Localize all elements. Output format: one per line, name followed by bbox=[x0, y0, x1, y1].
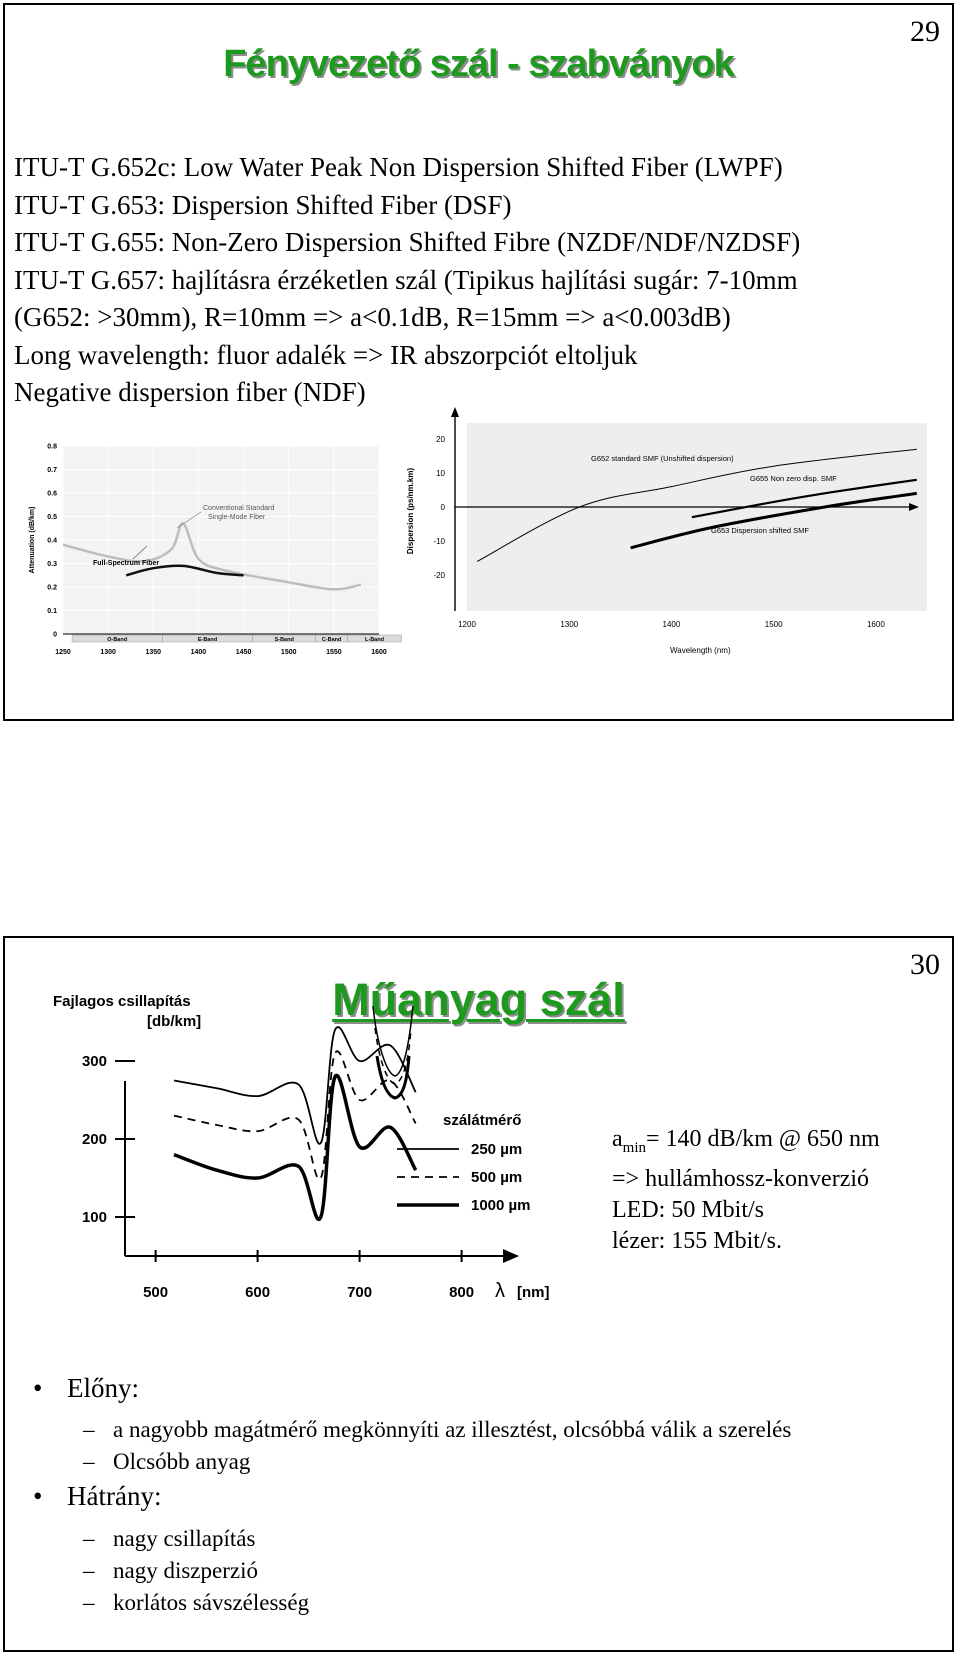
x-tick-label: 1550 bbox=[326, 649, 342, 656]
y-axis-label: Dispersion (ps/nm.km) bbox=[406, 467, 415, 555]
y-tick-label: 200 bbox=[81, 1131, 107, 1148]
standard-line: (G652: >30mm), R=10mm => a<0.1dB, R=15mm => a<0.003dB) bbox=[14, 302, 731, 332]
dispersion-chart bbox=[405, 403, 935, 695]
y-tick-label: 300 bbox=[81, 1053, 107, 1070]
standard-line: Negative dispersion fiber (NDF) bbox=[14, 377, 366, 407]
slide-title: Fényvezető szál - szabványok bbox=[223, 43, 734, 85]
x-tick-label: 1250 bbox=[55, 649, 71, 656]
slide-29 bbox=[3, 3, 954, 721]
dash: – bbox=[83, 1590, 95, 1615]
annotation-full-spectrum: Full-Spectrum Fiber bbox=[93, 560, 160, 567]
y-tick-label: 0.2 bbox=[47, 584, 57, 592]
series-line-1000um bbox=[174, 1075, 416, 1219]
x-axis-unit: [nm] bbox=[517, 1284, 550, 1301]
legend-label: 1000 µm bbox=[471, 1197, 531, 1214]
dash: – bbox=[83, 1417, 95, 1442]
advantage-label: Előny: bbox=[67, 1373, 139, 1403]
standard-line: ITU-T G.652c: Low Water Peak Non Dispersion Shifted Fiber (LWPF) bbox=[14, 152, 783, 182]
y-axis-unit: [db/km] bbox=[147, 1013, 202, 1030]
series-label-g652: G652 standard SMF (Unshifted dispersion) bbox=[591, 454, 734, 463]
x-tick-label: 1450 bbox=[235, 649, 252, 656]
y-tick-label: 100 bbox=[81, 1209, 107, 1226]
x-tick-label: 600 bbox=[245, 1284, 271, 1301]
info-line: lézer: 155 Mbit/s. bbox=[612, 1227, 782, 1254]
y-tick-label: -10 bbox=[433, 537, 445, 546]
plastic-fiber-attenuation-chart bbox=[35, 986, 595, 1316]
disadvantage-item bbox=[83, 1558, 258, 1584]
disadvantage-text: korlátos sávszélesség bbox=[113, 1590, 310, 1615]
y-tick-label: 0.1 bbox=[47, 608, 57, 615]
x-tick-label: 1300 bbox=[100, 649, 116, 656]
slide-number: 30 bbox=[910, 948, 940, 981]
x-axis-arrow bbox=[503, 1249, 519, 1263]
bullet: • bbox=[33, 1481, 43, 1511]
disadvantage-label: Hátrány: bbox=[67, 1481, 162, 1511]
y-tick-label: 0.3 bbox=[47, 561, 57, 568]
disadvantage-item bbox=[83, 1526, 255, 1552]
attenuation-chart bbox=[25, 440, 385, 660]
plastic-fiber-info bbox=[612, 1124, 880, 1257]
slide-title: Műanyag szál bbox=[332, 974, 625, 1025]
x-tick-label: 500 bbox=[143, 1284, 169, 1301]
annotation-conventional-2: Single-Mode Fiber bbox=[208, 514, 266, 521]
x-tick-label: 1500 bbox=[280, 649, 297, 656]
advantage-text: Olcsóbb anyag bbox=[113, 1449, 251, 1474]
amin-line bbox=[612, 1124, 880, 1164]
y-axis-label: Attenuation (dB/km) bbox=[29, 506, 36, 574]
y-tick-label: 0.4 bbox=[47, 537, 57, 545]
info-line: LED: 50 Mbit/s bbox=[612, 1196, 765, 1223]
standard-line: Long wavelength: fluor adalék => IR abszorpciót eltoljuk bbox=[14, 339, 638, 370]
amin-subscript: min bbox=[622, 1139, 646, 1156]
band-label: L-Band bbox=[365, 637, 384, 643]
disadvantage-heading bbox=[33, 1481, 161, 1512]
y-axis-label: Fajlagos csillapítás bbox=[53, 993, 191, 1010]
standard-line: ITU-T G.655: Non-Zero Dispersion Shifted Fibre (NZDF/NDF/NZDSF) bbox=[14, 227, 801, 257]
y-tick-label: 0.6 bbox=[47, 490, 57, 498]
x-tick-label: 1350 bbox=[145, 649, 162, 656]
x-tick-label: 1400 bbox=[190, 649, 207, 656]
x-tick-label: 1500 bbox=[764, 620, 783, 629]
dash: – bbox=[83, 1526, 95, 1551]
y-axis-arrow bbox=[451, 407, 459, 417]
disadvantage-item bbox=[83, 1590, 309, 1616]
x-tick-label: 1600 bbox=[371, 649, 387, 656]
y-tick-label: 10 bbox=[436, 469, 445, 478]
band-label: E-Band bbox=[197, 637, 218, 643]
x-axis-lambda: λ bbox=[495, 1280, 505, 1302]
slide-30 bbox=[3, 936, 954, 1652]
advantage-item bbox=[83, 1449, 250, 1475]
series-label-g655: G655 Non zero disp. SMF bbox=[750, 474, 837, 483]
y-tick-label: 0.5 bbox=[47, 514, 57, 521]
x-tick-label: 1400 bbox=[662, 620, 681, 629]
legend-title: szálátmérő bbox=[443, 1112, 522, 1129]
y-tick-label: 0.7 bbox=[47, 467, 57, 474]
y-tick-label: -20 bbox=[433, 571, 445, 580]
y-tick-label: 20 bbox=[436, 435, 445, 444]
band-label: S-Band bbox=[274, 637, 294, 643]
legend-label: 500 µm bbox=[471, 1169, 523, 1186]
x-tick-label: 1600 bbox=[866, 620, 885, 629]
legend-label: 250 µm bbox=[471, 1141, 523, 1158]
band-label: O-Band bbox=[107, 637, 128, 643]
x-axis-label: Wavelength (nm) bbox=[670, 646, 731, 655]
annotation-conventional: Conventional Standard bbox=[203, 505, 275, 512]
amin-value: = 140 dB/km @ 650 nm bbox=[646, 1126, 880, 1152]
info-line: => hullámhossz-konverzió bbox=[612, 1165, 870, 1192]
advantage-heading bbox=[33, 1373, 139, 1404]
series-label-g653: G653 Dispersion shifted SMF bbox=[711, 526, 809, 535]
advantage-item bbox=[83, 1417, 791, 1443]
standards-list bbox=[14, 149, 800, 412]
bullet: • bbox=[33, 1373, 43, 1403]
x-tick-label: 1300 bbox=[560, 620, 579, 629]
standard-line: ITU-T G.653: Dispersion Shifted Fiber (DSF) bbox=[14, 189, 512, 220]
dash: – bbox=[83, 1449, 95, 1474]
advantage-text: a nagyobb magátmérő megkönnyíti az illesztést, olcsóbbá válik a szerelés bbox=[113, 1417, 792, 1442]
dash: – bbox=[83, 1558, 95, 1583]
amin-symbol: a bbox=[612, 1126, 623, 1152]
disadvantage-text: nagy csillapítás bbox=[113, 1526, 256, 1551]
band-label: C-Band bbox=[321, 637, 342, 643]
x-tick-label: 1200 bbox=[458, 620, 476, 629]
x-tick-label: 700 bbox=[347, 1284, 373, 1301]
x-tick-label: 800 bbox=[449, 1284, 475, 1301]
disadvantage-text: nagy diszperzió bbox=[113, 1558, 258, 1583]
standard-line: ITU-T G.657: hajlításra érzéketlen szál (Tipikus hajlítási sugár: 7-10mm bbox=[14, 264, 798, 295]
y-tick-label: 0 bbox=[440, 503, 445, 512]
y-tick-label: 0.8 bbox=[47, 443, 57, 451]
slide-number: 29 bbox=[910, 15, 940, 48]
y-tick-label: 0 bbox=[53, 631, 57, 639]
